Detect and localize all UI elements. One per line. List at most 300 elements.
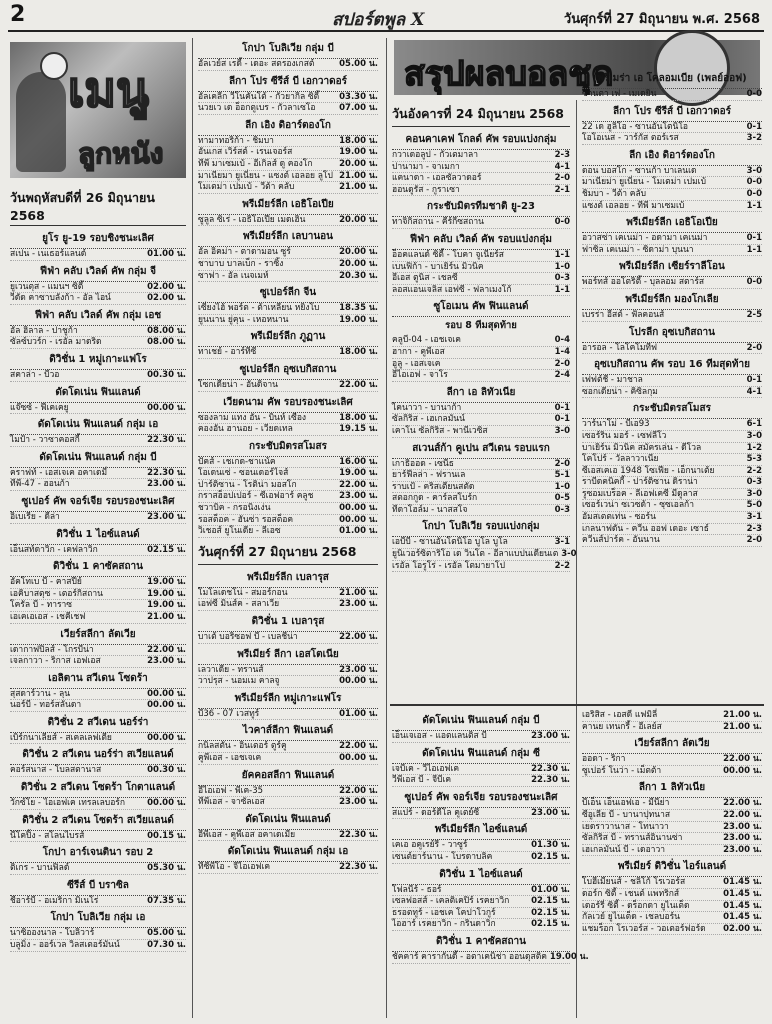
match-time-or-score: 4-1 [554,161,570,172]
competition-header: พรีเมียร์ลีก หมู่เกาะแฟโร [198,689,378,709]
match-teams: คราฟท์ - เอสเจเค อคาเดมี่ [10,467,108,478]
match-time-or-score: 22.00 น. [723,809,762,820]
match-time-or-score: 02.15 น. [531,896,570,907]
match-teams: เคเอ อคูเรย์รี - วาซูร์ [392,840,468,851]
match-teams: อีพีเอส - คูพีเอส อคาเดเมีย [198,829,296,840]
match-time-or-score: 20.00 น. [339,247,378,258]
match-teams: โฟลนีร์ - ธอร์ [392,884,442,895]
match-time-or-score: 22.30 น. [147,435,186,446]
match-teams: ติเกร - บานฟิลด์ [10,863,70,874]
match-time-or-score: 02.00 น. [147,293,186,304]
fixture-row [10,282,186,294]
competition-header: ดัดโดเน่น ฟินแลนด์ กลุ่ม เอ [198,842,378,862]
competition-header: โกปา โบลิเวีย กลุ่ม บี [198,39,378,59]
competition-header: ลีกา เอ ลิทัวเนีย [392,383,570,403]
fixture-row [582,166,762,178]
match-teams: อัล ฮิลาล - ปาชูก้า [10,325,78,336]
competition-header: ยูโร ยู-19 รอบชิงชนะเลิศ [10,229,186,249]
fixture-row [10,645,186,657]
fixture-row [392,505,570,517]
fixture-row [10,896,186,908]
match-time-or-score: 19.00 น. [549,951,589,962]
fixture-row [392,731,570,743]
match-time-or-score: 0-0 [746,188,762,199]
match-time-or-score: 20.30 น. [339,270,378,281]
match-teams: รอสต็อค - ฮันซ่า รอสต็อค [198,514,294,525]
fixture-row [392,951,589,964]
match-time-or-score: 23.00 น. [723,844,762,855]
match-time-or-score: 3-0 [561,549,577,560]
match-teams: เบนฟิก้า - บาเยิร์น มิวนิค [392,261,484,272]
match-time-or-score: 19.15 น. [339,424,378,435]
match-teams: คองอัน ฮานอย - เวียดเทล [198,424,293,435]
match-time-or-score: 3-0 [554,425,570,436]
competition-header: ฟีฟ่า คลับ เวิลด์ คัพ กลุ่ม จี [10,262,186,282]
match-time-or-score: 23.00 น. [147,511,186,522]
match-time-or-score: 3-0 [746,430,762,441]
match-teams: นอร์บี - ทอร์สลันดา [10,700,82,711]
fixture-row [198,215,378,227]
match-teams: ไคนาวา - บานาก้า [392,402,462,413]
match-teams: ซีเอสเคเอ 1948 โซเฟีย - เอ็กนาเต้ย [582,465,715,476]
fixture-row [392,370,570,382]
match-time-or-score: 22.00 น. [723,754,762,765]
match-time-or-score: 02.15 น. [147,544,186,555]
match-time-or-score: 16.00 น. [339,456,378,467]
fixture-row [198,259,378,271]
match-teams: บีเอ็น เอ็นเอฟเอ - มีนีย่า [582,798,670,809]
match-time-or-score: 2-0 [554,458,570,469]
fixture-row [10,545,186,557]
fixture-row [392,775,570,787]
competition-header: ลีกา โปร ซีรีส์ บี เอกวาดอร์ [198,72,378,92]
competition-header: ซีรีส์ บี บราซิล [10,876,186,896]
fixture-row [10,656,186,668]
fixture-row [392,414,570,426]
match-time-or-score: 01.30 น. [531,840,570,851]
match-teams: ลอสแอนเจลิส เอฟซี - ฟลาเมงโก้ [392,284,512,295]
match-teams: อีไอเอฟ - จาโร [392,370,448,381]
match-teams: อวาสซ่า เคเนม่า - อดามา เคเนม่า [582,233,708,244]
fixture-row [582,177,762,189]
fixture-row [198,753,378,765]
competition-header: โกปา อาร์เจนตินา รอบ 2 [10,843,186,863]
match-teams: เอริสิส - เอสดี แฟมิลี่ [582,710,658,720]
fixture-row [10,370,186,382]
competition-header: ลีกา 1 ลิทัวเนีย [582,778,762,798]
match-teams: 22 เด ฮูลิโอ - ซานอันโตนิโอ [582,121,689,132]
match-teams: สคาล่า - บีวอ [10,369,60,380]
match-teams: เซลฟอสส์ - เคลติเคปิร์ เรคยาวิก [392,896,510,907]
column-divider [192,38,193,1018]
match-time-or-score: 22.00 น. [339,379,378,390]
match-teams: โอเดนเซ่ - ซอนเดอร์ไจส์ [198,468,289,479]
fixture-row [10,831,186,843]
match-teams: โมโลเดชโน่ - สมอร์กอน [198,587,288,598]
match-teams: วิเชอส์ ยูโนเดีย - ลีเอซ [198,526,281,537]
schedule-column-friday-2 [582,710,762,1018]
fixture-row [582,466,762,478]
match-teams: ซาฟา - อัล เนจเมห์ [198,270,269,281]
fixture-row [198,347,378,359]
competition-header: พรีเมียร์ลีก เอธิโอเปีย [198,195,378,215]
match-time-or-score: 0-3 [746,477,762,488]
match-time-or-score: 0-0 [554,217,570,228]
competition-header: ลีก เอิง ดิอาร์ตองโก [582,146,762,166]
competition-header: ดิวิชั่น 2 สวีเดน นอร์ร่า [10,713,186,733]
competition-header: ซูเปอร์ลีก จีน [198,283,378,303]
competition-header: ดัดโดเน่น ฟินแลนด์ [10,383,186,403]
match-time-or-score: 03.30 น. [339,91,378,102]
match-time-or-score: 3-0 [746,488,762,499]
match-time-or-score: 6-1 [746,419,762,430]
fixture-row [392,173,570,185]
match-time-or-score: 1-1 [746,244,762,255]
fixture-row [582,454,762,466]
match-time-or-score: 2-0 [746,535,762,546]
competition-header: กระชับมิตรสโมสร [582,399,762,419]
match-time-or-score: 01.45 น. [723,900,762,911]
fixture-row [198,830,378,842]
fixture-row [198,457,378,469]
match-teams: ราบเป้ - คริสเตียนสตัด [392,481,475,492]
fixture-row [582,489,762,501]
fixture-row [198,599,378,611]
match-teams: เกาธิออด - เซนีธ [392,458,454,469]
match-time-or-score: 21.00 น. [339,170,378,181]
match-teams: เบิร์กนาเลียส์ - สเคลเลฟเตีย [10,732,112,743]
competition-header: ดิวิชั่น 2 สวีเดน โซดร้า โกตาแลนด์ [10,778,186,798]
fixture-row [10,326,186,338]
match-teams: เยดราวานาส - โทนาวา [582,821,669,832]
fixture-row [10,512,186,524]
match-teams: ดอร์ก ซิตี้ - เชนต์ แพทริกส์ [582,888,680,899]
fixture-row [582,822,762,834]
page-number: 2 [10,2,26,27]
match-teams: ฮากา - คูพีเอส [392,346,445,357]
fixture-row [392,285,570,297]
match-time-or-score: 23.00 น. [339,599,378,610]
fixture-row [582,201,762,213]
match-time-or-score: 2-4 [554,370,570,381]
match-teams: ชัคคาร์ คารากันดี้ - อตาเคนิช่า ออนดุสติค [392,951,547,962]
match-teams: คอร์สนาส - โบลสตานาส [10,765,102,776]
match-time-or-score: 0-1 [554,414,570,425]
match-time-or-score: 21.00 น. [339,182,378,193]
fixture-row [582,375,762,387]
competition-header: ดัดโดเน่น ฟินแลนด์ [198,810,378,830]
match-time-or-score: 2-2 [554,560,570,571]
match-teams: ซูลูล ซิเร่ - เอธิโอเปีย เมดเฮิน [198,214,306,225]
competition-header: ฟีฟ่า คลับ เวิลด์ คัพ กลุ่ม เอช [10,306,186,326]
match-teams: ทีพี มาเซมเบ้ - อีเกิลส์ ดู คองโก [198,158,313,169]
fixture-row [392,561,570,573]
menu-banner-title: เมนู [68,62,149,118]
match-time-or-score: 20.00 น. [339,214,378,225]
competition-header: ซูโอเมน คัพ ฟินแลนด์ [392,297,570,317]
competition-header: พรีเมียร์ลีก เอธิโอเปีย [582,213,762,233]
results-column-tuesday [392,100,577,700]
match-time-or-score: 00.00 น. [147,402,186,413]
match-time-or-score: 0-1 [554,402,570,413]
match-time-or-score: 23.00 น. [339,797,378,808]
match-teams: มาเนียมา ยูเนี่ยน - แซงต์ เอลอย ลูโป [198,170,333,181]
match-time-or-score: 2-0 [746,342,762,353]
match-teams: โซกเดียน่า - อันดิจาน [198,379,278,390]
competition-header: พรีเมียร์ลีก มองโกเลีย [582,290,762,310]
match-time-or-score: 1-2 [746,442,762,453]
match-teams: เดอร์รี่ ซิตี้ - ดร็อกดา ยูไนเต็ด [582,900,690,911]
competition-header: พรีเมียร์ ลีกา เอสโตเนีย [198,645,378,665]
match-time-or-score: 00.00 น. [339,514,378,525]
match-time-or-score: 01.00 น. [531,884,570,895]
match-teams: เซอร์ริน มอร์ - เซฟลีโว [582,430,667,441]
match-teams: อันเกส เวิร์สต์ - เรนเจอร์ส [198,147,293,158]
match-time-or-score: 2-3 [554,150,570,160]
competition-header: ยัคคอสลีกา ฟินแลนด์ [198,766,378,786]
fixture-row [582,901,762,913]
publication-logo: สปอร์ตพูล X [332,10,425,30]
issue-date: วันศุกร์ที่ 27 มิถุนายน พ.ศ. 2568 [563,12,760,27]
match-time-or-score: 2-0 [554,173,570,184]
match-teams: ยาร์ฟีลล่า - ฟรานเล [392,470,466,481]
match-teams: มาเนียม่า ยูเนี่ยน - โมเตม่า เปมเบ้ [582,177,706,188]
competition-header: พรีเมียร์ลีก เซียร์ราลีโอน [582,257,762,277]
match-teams: ซองลาม แทง อัน - บินห์ เซือง [198,412,307,423]
match-teams: เฮเกลมันน์ บี - เดอาวา [582,844,665,855]
fixture-row [392,537,570,549]
match-time-or-score: 18.35 น. [339,303,378,314]
match-time-or-score: 00.00 น. [147,688,186,699]
player-silhouette [16,72,66,172]
match-time-or-score: 22.30 น. [531,775,570,786]
fixture-row [198,480,378,492]
match-teams: ชีอาร์บี - อเมริกา มิเนโร่ [10,895,99,906]
match-time-or-score: 18.00 น. [339,412,378,423]
fixture-row [198,491,378,503]
fixture-row [582,877,762,889]
fixture-row [198,424,378,436]
match-time-or-score: 21.00 น. [339,587,378,598]
day-heading: วันศุกร์ที่ 27 มิถุนายน 2568 [198,542,378,565]
match-time-or-score: 01.45 น. [723,888,762,899]
match-time-or-score: 22.00 น. [723,798,762,809]
match-time-or-score: 07.35 น. [147,895,186,906]
fixture-row [198,588,378,600]
fixture-row [198,171,378,183]
menu-banner [10,42,186,178]
fixture-row [198,786,378,798]
match-teams: คานย เทนกรี้ - อีเลย์ส [582,721,662,732]
fixture-row [582,766,762,778]
match-teams: นวยเว เด อ็อกตูเบร - กัวลาเซโอ [198,103,316,114]
match-teams: เอฟซี มินส์ค - สลาเวีย [198,599,280,610]
match-teams: บลูมิ่ง - ออร์เวล วิลสเตอร์มันน์ [10,940,120,951]
match-teams: ซานตา เฟ - เมเดยิน [582,89,657,99]
fixture-row [198,136,378,148]
competition-header: พรีเมียร์ลีก ไอซ์แลนด์ [392,820,570,840]
match-teams: วีพีเอส บี - จีบีเค [392,775,452,786]
match-time-or-score: 21.00 น. [723,721,762,732]
match-time-or-score: 05.00 น. [339,59,378,69]
fixture-row [392,840,570,852]
match-time-or-score: 01.00 น. [339,526,378,537]
competition-header: ดัดโดเน่น ฟินแลนด์ กลุ่ม บี [392,711,570,731]
fixture-row [10,765,186,777]
match-time-or-score: 02.00 น. [723,923,762,934]
fixture-row [198,413,378,425]
match-teams: อ็อคแลนด์ ซิตี้ - โบคา จูเนียร์ส [392,249,504,260]
fixture-row [10,600,186,612]
fixture-row [392,150,570,162]
fixture-row [198,632,378,644]
competition-header: กระชับมิตรทีมชาติ ยู-23 [392,197,570,217]
fixture-row [582,343,762,355]
match-time-or-score: 08.00 น. [147,325,186,336]
fixture-row [10,940,186,952]
fixture-row [392,764,570,776]
section-divider [390,704,764,706]
match-teams: สเปน - เนเธอร์แลนด์ [10,249,87,259]
fixture-row [582,912,762,924]
match-time-or-score: 4-1 [746,386,762,397]
fixture-row [198,515,378,527]
match-time-or-score: 0-3 [554,504,570,515]
match-time-or-score: 23.00 น. [723,821,762,832]
match-teams: เจบีเค - วีไอเอฟเค [392,763,460,774]
fixture-row [10,249,186,261]
fixture-row [582,233,762,245]
match-teams: ยูนิเวอร์ซิตาริโอ เด วินโต - อีลาแบปนเดียนเต [392,549,559,560]
fixture-row [392,896,570,908]
fixture-row [10,863,186,875]
competition-header: ดัดโดเน่น ฟินแลนด์ กลุ่ม ซี [392,744,570,764]
competition-header: ดัดโดเน่น ฟินแลนด์ กลุ่ม บี [10,448,186,468]
competition-header: โกปา โบลิเวีย รอบแบ่งกลุ่ม [392,517,570,537]
match-teams: แจ๊ซซ์ - ฟีเคเคยู [10,402,69,413]
match-teams: กนิลสตัน - อินเตอร์ ตูร์คู [198,741,287,752]
fixture-row [10,337,186,349]
match-teams: คลูบี-04 - เอชเจเค [392,335,461,346]
fixture-row [392,217,570,229]
competition-header: ดิวิชั่น 1 คาซัคสถาน [392,932,570,952]
match-time-or-score: 0-5 [554,493,570,504]
match-time-or-score: 02.00 น. [147,281,186,292]
match-time-or-score: 5-1 [554,470,570,481]
fixture-row [198,709,378,721]
match-time-or-score: 22.00 น. [339,479,378,490]
competition-header: ซูเปอร์ คัพ จอร์เจีย รอบรองชนะเลิศ [392,788,570,808]
match-teams: ซีอูเลีย บี - บานาปุทนาส [582,809,671,820]
match-teams: เอบีบี - ซานอันโตนิโอ บูโล บูโล [392,537,508,548]
match-time-or-score: 0-0 [746,89,762,99]
match-teams: ยูเวนตุส - แมนฯ ซิตี้ [10,281,84,292]
competition-header: เอลิตาน สวีเดน โซดร้า [10,669,186,689]
match-teams: ชิมบา - วีต้า คลับ [582,188,647,199]
match-time-or-score: 02.15 น. [531,907,570,918]
results-summary-title: สรุปผลบอลชุด [404,54,614,94]
match-time-or-score: 07.00 น. [339,103,378,114]
match-teams: ทามาทอริก้า - ชิมบา [198,135,274,146]
match-teams: อูลู - เอสเจเค [392,358,441,369]
competition-header: กระชับมิตรสโมสร [198,437,378,457]
match-time-or-score: 22.00 น. [339,785,378,796]
match-teams: ซอกเดียน่า - คิซิลกุม [582,386,658,397]
match-teams: โครัล บี - ทาราซ [10,600,73,611]
competition-header: เวียร์สลีกา ลัตเวีย [582,734,762,754]
match-teams: อารอล - โลโคโมทีฟ [582,342,658,353]
fixture-row [392,459,570,471]
match-time-or-score: 19.00 น. [339,147,378,158]
match-teams: ปัคส์ - เชเกด-ชาแน้ค [198,456,276,467]
fixture-row [10,928,186,940]
match-time-or-score: 0-1 [746,121,762,132]
match-time-or-score: 01.45 น. [723,912,762,923]
match-teams: เลวาเดีย - ทรานส์ [198,664,264,675]
match-time-or-score: 2-2 [746,465,762,476]
match-time-or-score: 19.00 น. [147,588,186,599]
fixture-row [582,122,762,134]
match-teams: ปาร์ติซาน - โรติน่า มอสโก [198,479,297,490]
match-time-or-score: 23.00 น. [147,479,186,490]
schedule-column-2 [198,38,378,1018]
match-teams: อัมสเตตเท่น - ซอร์น [582,512,656,523]
match-time-or-score: 1-0 [554,261,570,272]
schedule-column-thursday [10,184,186,1016]
fixture-row [392,426,570,438]
match-time-or-score: 1-4 [554,346,570,357]
match-time-or-score: 2-5 [746,309,762,320]
fixture-row [582,133,762,145]
match-time-or-score: 00.00 น. [339,753,378,763]
match-time-or-score: 18.00 น. [339,135,378,146]
match-time-or-score: 18.00 น. [339,347,378,358]
fixture-row [582,500,762,512]
fixture-row [392,250,570,262]
match-teams: เจลกาวา - ริกาส เอฟเอส [10,656,101,667]
match-teams: สุสดาร์วาน - ลุน [10,688,71,699]
fixture-row [582,798,762,810]
fixture-row [582,833,762,845]
competition-header: ดิวิชั่น 2 สวีเดน นอร์ร่า สเวียแลนด์ [10,745,186,765]
match-time-or-score: 1-1 [746,200,762,211]
fixture-row [582,722,762,734]
match-time-or-score: 1-1 [554,249,570,260]
match-time-or-score: 3-2 [746,133,762,144]
match-time-or-score: 00.00 น. [147,732,186,743]
match-time-or-score: 0-3 [554,273,570,284]
fixture-row [582,89,762,101]
fixture-row [392,403,570,415]
match-teams: อัลเคลีก วีโนคันโต้ - กัวยากิล ซิตี้ [198,91,320,102]
fixture-row [10,403,186,415]
competition-header: ดิวิชั่น 1 เบลารุส [198,612,378,632]
fixture-row [198,303,378,315]
match-teams: ทาจิกิสถาน - คีร์กีซสถาน [392,217,484,228]
match-teams: สแปร์ - ดอร์ดีโล คูเตย์ซี [392,807,480,818]
competition-header: โปรลีก อุซเบกิสถาน [582,323,762,343]
match-teams: กัลเวย์ ยูไนเต็ด - เชลบอร์น [582,912,680,923]
results-column-2 [582,68,762,704]
fixture-row [198,247,378,259]
match-teams: บาเยิร์น มิวนิค สมัครเล่น - ดีโวล [582,442,702,453]
fixture-row [582,524,762,536]
competition-header: ลีก เอิง ดิอาร์ตองโก [198,116,378,136]
match-teams: วีดัด คาซาบลังก้า - อัล ไอน์ [10,293,111,304]
fixture-row [10,700,186,712]
match-time-or-score: 22.30 น. [147,467,186,478]
competition-header: ดิวิชั่น 1 หมู่เกาะแฟโร [10,350,186,370]
